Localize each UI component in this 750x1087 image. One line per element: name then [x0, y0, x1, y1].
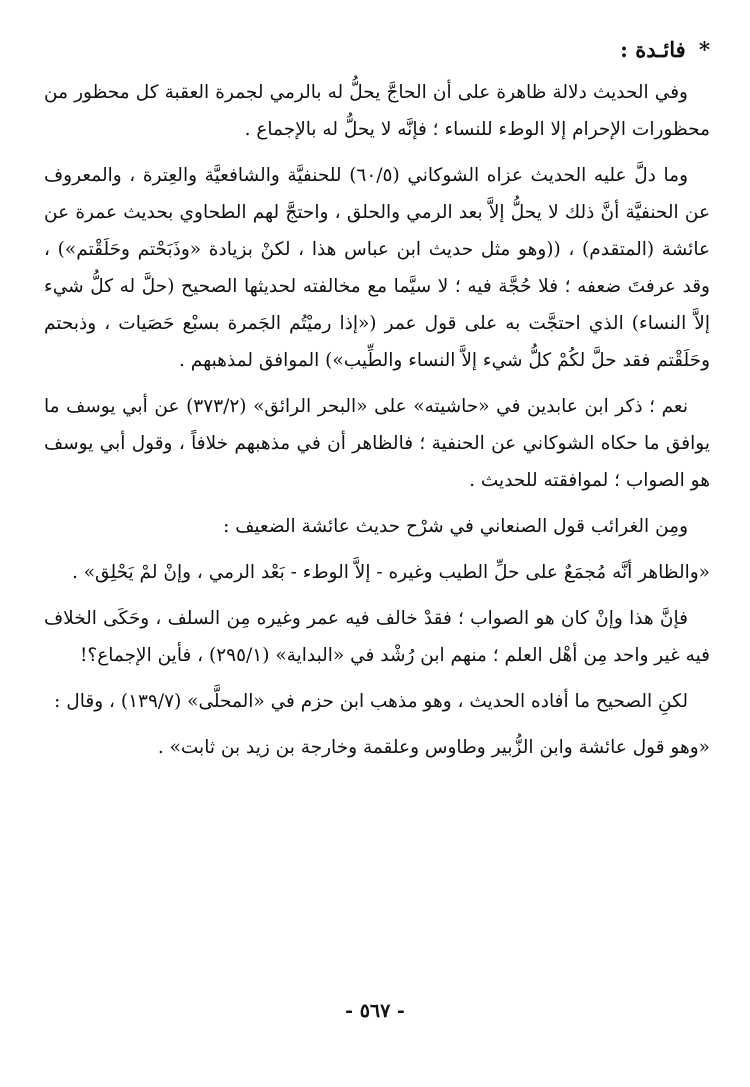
paragraph-1: وفي الحديث دلالة ظاهرة على أن الحاجَّ يحلُّ له بالرمي لجمرة العقبة كل محظور من محظورات الإحرام إلا الوطء للنساء ؛ فإنَّه لا يحلُّ له بالإجماع . — [44, 82, 710, 140]
paragraph-4: ومِن الغرائب قول الصنعاني في شرْح حديث عائشة الضعيف : — [223, 516, 688, 537]
quote-sanani: «والظاهر أنَّه مُجمَعٌ على حلِّ الطيب وغيره - إلاَّ الوطء - بَعْد الرمي ، وإنْ لمْ يَحْلِق» . — [71, 562, 710, 583]
paragraph-5: فإنَّ هذا وإنْ كان هو الصواب ؛ فقدْ خالف فيه عمر وغيره مِن السلف ، وحَكَى الخلاف فيه غير واحد مِن أهْل العلم ؛ منهم ابن رُشْد في «البداية» (٢٩٥/١) ، فأين الإجماع؟! — [44, 608, 710, 666]
star-icon: * — [699, 37, 710, 62]
paragraph-2: وما دلَّ عليه الحديث عزاه الشوكاني (٦٠/٥) للحنفيَّة والشافعيَّة والعِترة ، والمعروف عن الحنفيَّة أنَّ ذلك لا يحلُّ إلاَّ بعد الرمي والحلق ، واحتجَّ لهم الطحاوي بحديث عمرة عن عائشة (المتقدم) ، ((وهو مثل حديث ابن عباس هذا ، لكنْ بزيادة «وذَبَحْتم وحَلَقْتم») ، وقد عرفتَ ضعفه ؛ فلا حُجَّة فيه ؛ لا سيَّما مع مخالفته لحديثها الصحيح (حلَّ له كلُّ شيء إلاَّ النساء) الذي احتجَّت به على قول عمر («إذا رميْتُم الجَمرة بسبْع حَصَيات ، وذبحتم وحَلَقْتم فقد حلَّ لكُمْ كلُّ شيء إلاَّ النساء والطِّيب») الموافق لمذهبهم . — [44, 165, 710, 371]
page-number: - ٥٦٧ - — [345, 1000, 405, 1022]
paragraph-6: لكنِ الصحيح ما أفاده الحديث ، وهو مذهب ابن حزم في «المحلَّى» (١٣٩/٧) ، وقال : — [54, 691, 688, 712]
quote-ibn-hazm: «وهو قول عائشة وابن الزُّبير وطاوس وعلقمة وخارجة بن زيد بن ثابت» . — [157, 737, 710, 758]
paragraph-3: نعم ؛ ذكر ابن عابدين في «حاشيته» على «البحر الرائق» (٣٧٣/٢) عن أبي يوسف ما يوافق ما حكاه الشوكاني عن الحنفية ؛ فالظاهر أن في مذهبهم خلافاً ، وقول أبي يوسف هو الصواب ؛ لموافقته للحديث . — [44, 396, 710, 491]
section-heading — [44, 36, 710, 64]
heading-title: فائـدة : — [620, 37, 686, 62]
